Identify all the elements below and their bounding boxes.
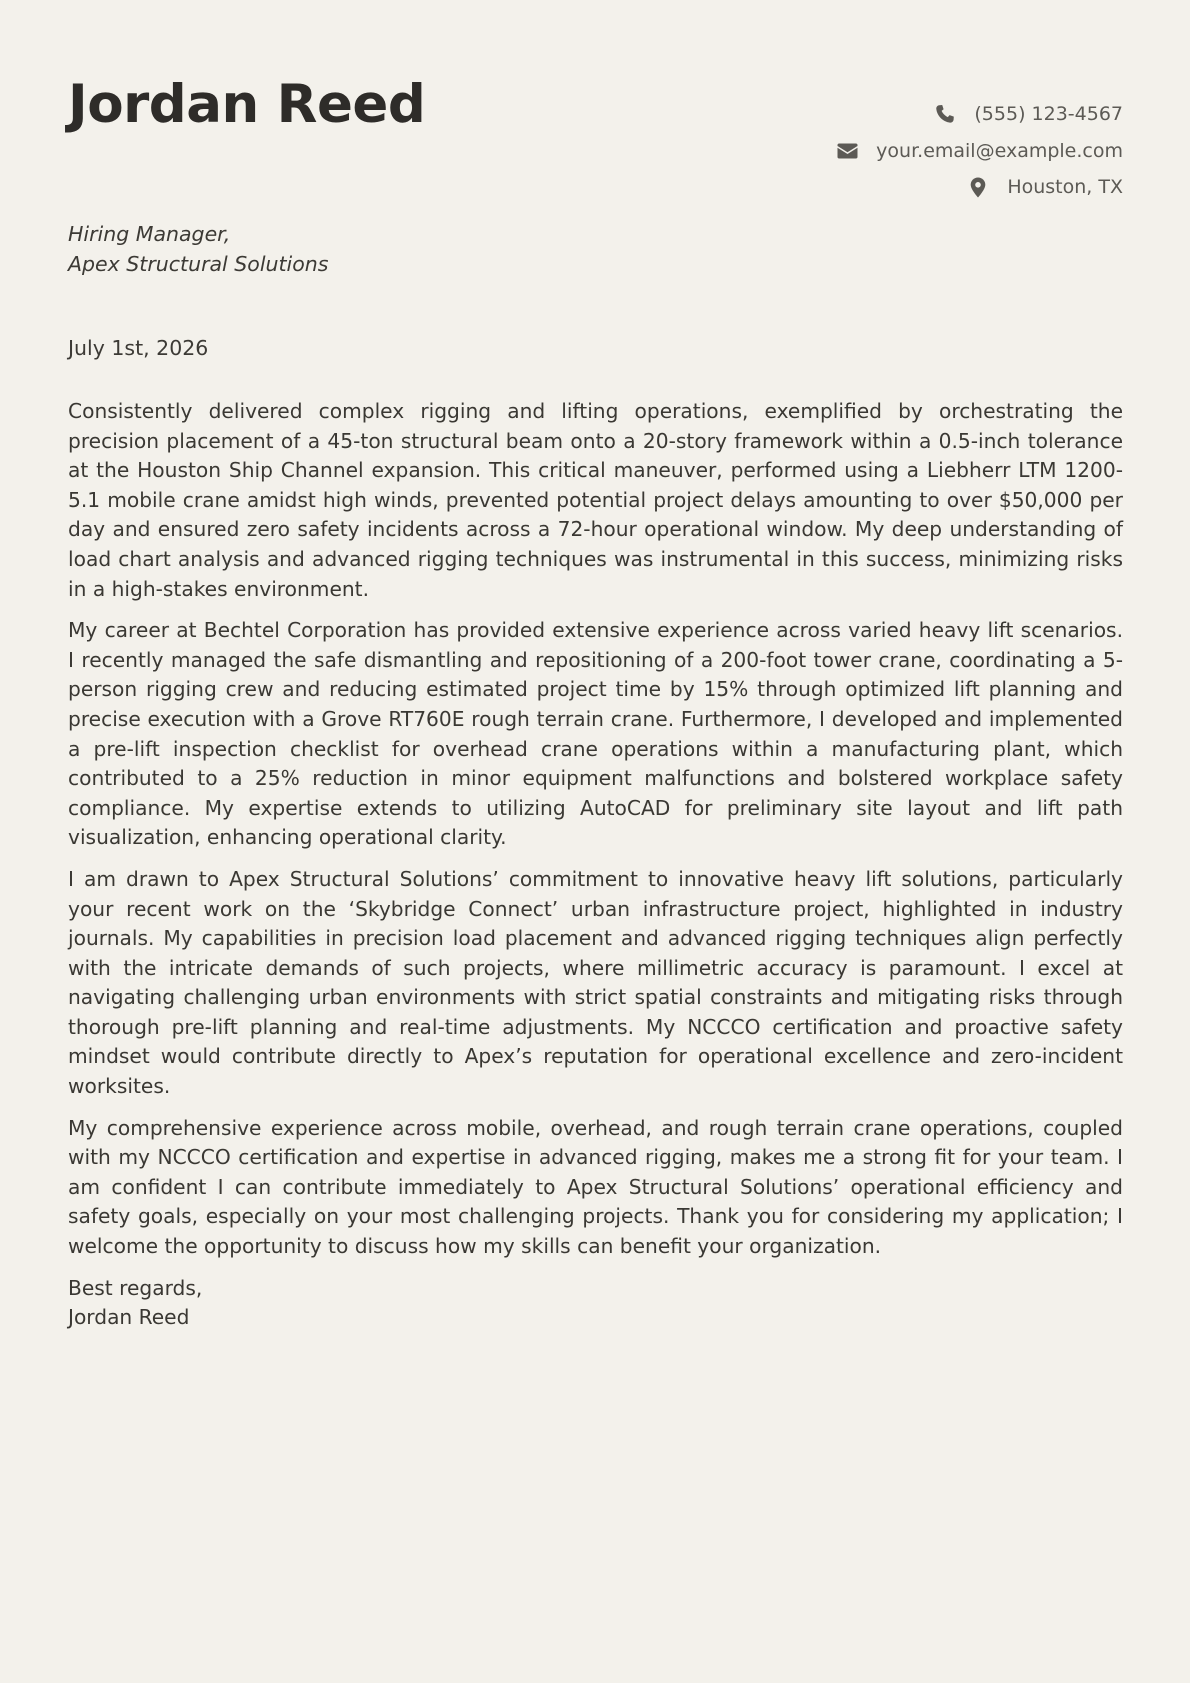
- phone-number[interactable]: (555) 123-4567: [974, 103, 1123, 126]
- letter-date: July 1st, 2026: [68, 336, 209, 360]
- recipient-title: Hiring Manager,: [68, 222, 231, 246]
- body-paragraph-2: My career at Bechtel Corporation has provided extensive experience across varied heavy lift scenarios. I recently managed the safe dismantling and repositioning of a 200-foot tower crane, coordinating a 5-person rigging crew and reducing estimated project time by 15% through optimized lift planning and precise execution with a Grove RT760E rough terrain crane. Furthermore, I developed and implemented a pre-lift inspection checklist for overhead crane operations within a manufacturing plant, which contributed to a 25% reduction in minor equipment malfunctions and bolstered workplace safety compliance. My expertise extends to utilizing AutoCAD for preliminary site layout and lift path visualization, enhancing operational clarity.: [68, 618, 1123, 850]
- contact-location: [836, 169, 1123, 206]
- location-text: Houston, TX: [1007, 176, 1123, 199]
- phone-icon: [934, 103, 956, 125]
- contact-email: [836, 133, 1123, 170]
- closing-salutation: Best regards,: [68, 1275, 203, 1300]
- envelope-icon: [836, 140, 858, 162]
- contact-phone: [836, 96, 1123, 133]
- letter-body: [68, 397, 1123, 1333]
- contact-info: [836, 96, 1123, 206]
- email-address[interactable]: your.email@example.com: [876, 139, 1123, 162]
- applicant-name: Jordan Reed: [68, 74, 426, 135]
- cover-letter: [68, 0, 1123, 1683]
- body-paragraph-4: My comprehensive experience across mobile, overhead, and rough terrain crane operations, coupled with my NCCCO certification and expertise in advanced rigging, makes me a strong fit for your team. I am confident I can contribute immediately to Apex Structural Solutions’ operational efficiency and safety goals, especially on your most challenging projects. Thank you for considering my application; I welcome the opportunity to discuss how my skills can benefit your organization.: [68, 1115, 1123, 1259]
- closing-block: [68, 1274, 1123, 1333]
- map-marker-icon: [967, 176, 989, 198]
- recipient-company: Apex Structural Solutions: [68, 251, 329, 276]
- body-paragraph-1: Consistently delivered complex rigging and lifting operations, exemplified by orchestrating the precision placement of a 45-ton structural beam onto a 20-story framework within a 0.5-inch tolerance at the Houston Ship Channel expansion. This critical maneuver, performed using a Liebherr LTM 1200-5.1 mobile crane amidst high winds, prevented potential project delays amounting to over $50,000 per day and ensured zero safety incidents across a 72-hour operational window. My deep understanding of load chart analysis and advanced rigging techniques was instrumental in this success, minimizing risks in a high-stakes environment.: [68, 399, 1123, 601]
- body-paragraph-3: I am drawn to Apex Structural Solutions’ commitment to innovative heavy lift solutions, particularly your recent work on the ‘Skybridge Connect’ urban infrastructure project, highlighted in industry journals. My capabilities in precision load placement and advanced rigging techniques align perfectly with the intricate demands of such projects, where millimetric accuracy is paramount. I excel at navigating challenging urban environments with strict spatial constraints and mitigating risks through thorough pre-lift planning and real-time adjustments. My NCCCO certification and proactive safety mindset would contribute directly to Apex’s reputation for operational excellence and zero-incident worksites.: [68, 866, 1123, 1099]
- closing-signature: Jordan Reed: [68, 1305, 190, 1330]
- recipient-block: [68, 220, 328, 279]
